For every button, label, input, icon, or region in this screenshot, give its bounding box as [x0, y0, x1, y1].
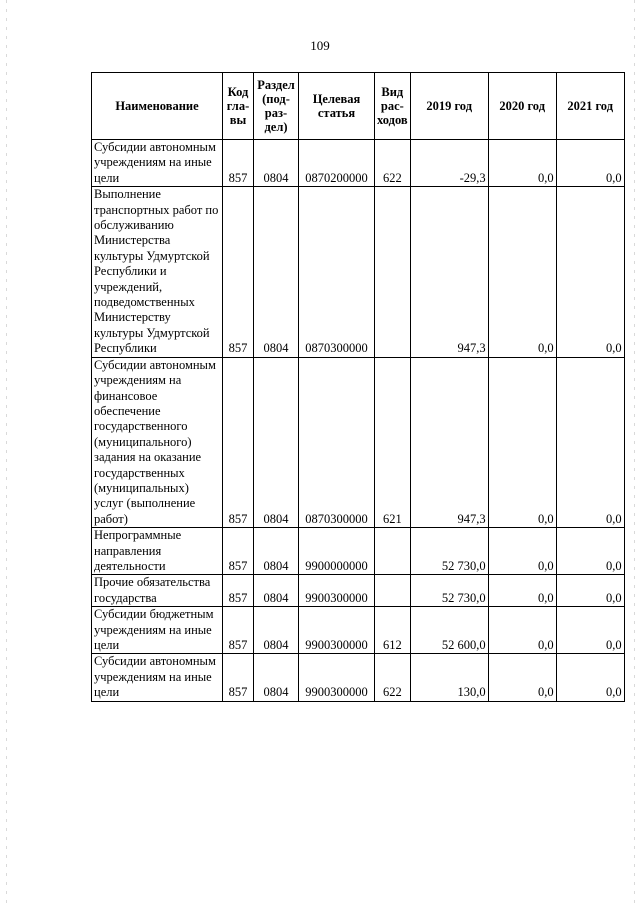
row-target-article: 9900300000 [299, 575, 375, 607]
row-expense-type [375, 575, 411, 607]
row-year-2020: 0,0 [488, 575, 556, 607]
row-year-2021: 0,0 [556, 528, 624, 575]
row-name: Прочие обязательства государства [92, 575, 223, 607]
row-chapter-code: 857 [223, 528, 254, 575]
row-year-2021: 0,0 [556, 140, 624, 187]
row-expense-type: 622 [375, 140, 411, 187]
row-year-2021: 0,0 [556, 357, 624, 527]
row-name: Непрограммные направления деятельности [92, 528, 223, 575]
row-target-article: 9900300000 [299, 654, 375, 701]
row-expense-type: 621 [375, 357, 411, 527]
table-row [92, 140, 625, 187]
row-year-2021: 0,0 [556, 575, 624, 607]
row-target-article: 9900000000 [299, 528, 375, 575]
header-year-2019: 2019 год [410, 73, 488, 140]
table-row [92, 187, 625, 357]
scan-edge-left [6, 0, 7, 905]
row-expense-type [375, 187, 411, 357]
header-expense-type: Вид рас-ходов [375, 73, 411, 140]
row-chapter-code: 857 [223, 357, 254, 527]
page-number: 109 [310, 38, 330, 53]
row-year-2020: 0,0 [488, 187, 556, 357]
table-row [92, 528, 625, 575]
header-target-article: Целевая статья [299, 73, 375, 140]
table-row [92, 357, 625, 527]
row-target-article: 9900300000 [299, 607, 375, 654]
row-section: 0804 [254, 528, 299, 575]
header-year-2020: 2020 год [488, 73, 556, 140]
header-year-2021: 2021 год [556, 73, 624, 140]
row-chapter-code: 857 [223, 140, 254, 187]
row-year-2020: 0,0 [488, 528, 556, 575]
row-year-2019: 52 730,0 [410, 575, 488, 607]
row-section: 0804 [254, 140, 299, 187]
row-chapter-code: 857 [223, 187, 254, 357]
row-name: Субсидии бюджетным учреждениям на иные цели [92, 607, 223, 654]
row-section: 0804 [254, 187, 299, 357]
table-row [92, 607, 625, 654]
row-year-2021: 0,0 [556, 654, 624, 701]
row-expense-type: 612 [375, 607, 411, 654]
row-name: Субсидии автономным учреждениям на иные цели [92, 654, 223, 701]
header-row [92, 73, 625, 140]
row-chapter-code: 857 [223, 654, 254, 701]
row-year-2020: 0,0 [488, 654, 556, 701]
row-section: 0804 [254, 654, 299, 701]
row-year-2019: 130,0 [410, 654, 488, 701]
row-year-2021: 0,0 [556, 187, 624, 357]
row-year-2019: 947,3 [410, 187, 488, 357]
scan-edge-right [634, 0, 635, 905]
row-year-2020: 0,0 [488, 357, 556, 527]
row-target-article: 0870300000 [299, 357, 375, 527]
row-name: Субсидии автономным учреждениям на иные цели [92, 140, 223, 187]
row-chapter-code: 857 [223, 607, 254, 654]
row-name: Субсидии автономным учреждениям на финансовое обеспечение государственного (муниципального) задания на оказание государственных (муниципальных) услуг (выполнение работ) [92, 357, 223, 527]
row-target-article: 0870300000 [299, 187, 375, 357]
row-year-2019: -29,3 [410, 140, 488, 187]
table-row [92, 575, 625, 607]
row-section: 0804 [254, 357, 299, 527]
table-row [92, 654, 625, 701]
row-section: 0804 [254, 575, 299, 607]
header-chapter-code: Код гла-вы [223, 73, 254, 140]
row-year-2020: 0,0 [488, 140, 556, 187]
row-year-2019: 52 730,0 [410, 528, 488, 575]
row-chapter-code: 857 [223, 575, 254, 607]
budget-table [91, 72, 625, 702]
row-name: Выполнение транспортных работ по обслуживанию Министерства культуры Удмуртской Республики и учреждений, подведомственных Министерству культуры Удмуртской Республики [92, 187, 223, 357]
header-name: Наименование [92, 73, 223, 140]
row-year-2021: 0,0 [556, 607, 624, 654]
row-expense-type: 622 [375, 654, 411, 701]
row-year-2019: 947,3 [410, 357, 488, 527]
row-expense-type [375, 528, 411, 575]
header-section: Раздел (под-раз-дел) [254, 73, 299, 140]
row-year-2020: 0,0 [488, 607, 556, 654]
row-target-article: 0870200000 [299, 140, 375, 187]
row-section: 0804 [254, 607, 299, 654]
row-year-2019: 52 600,0 [410, 607, 488, 654]
